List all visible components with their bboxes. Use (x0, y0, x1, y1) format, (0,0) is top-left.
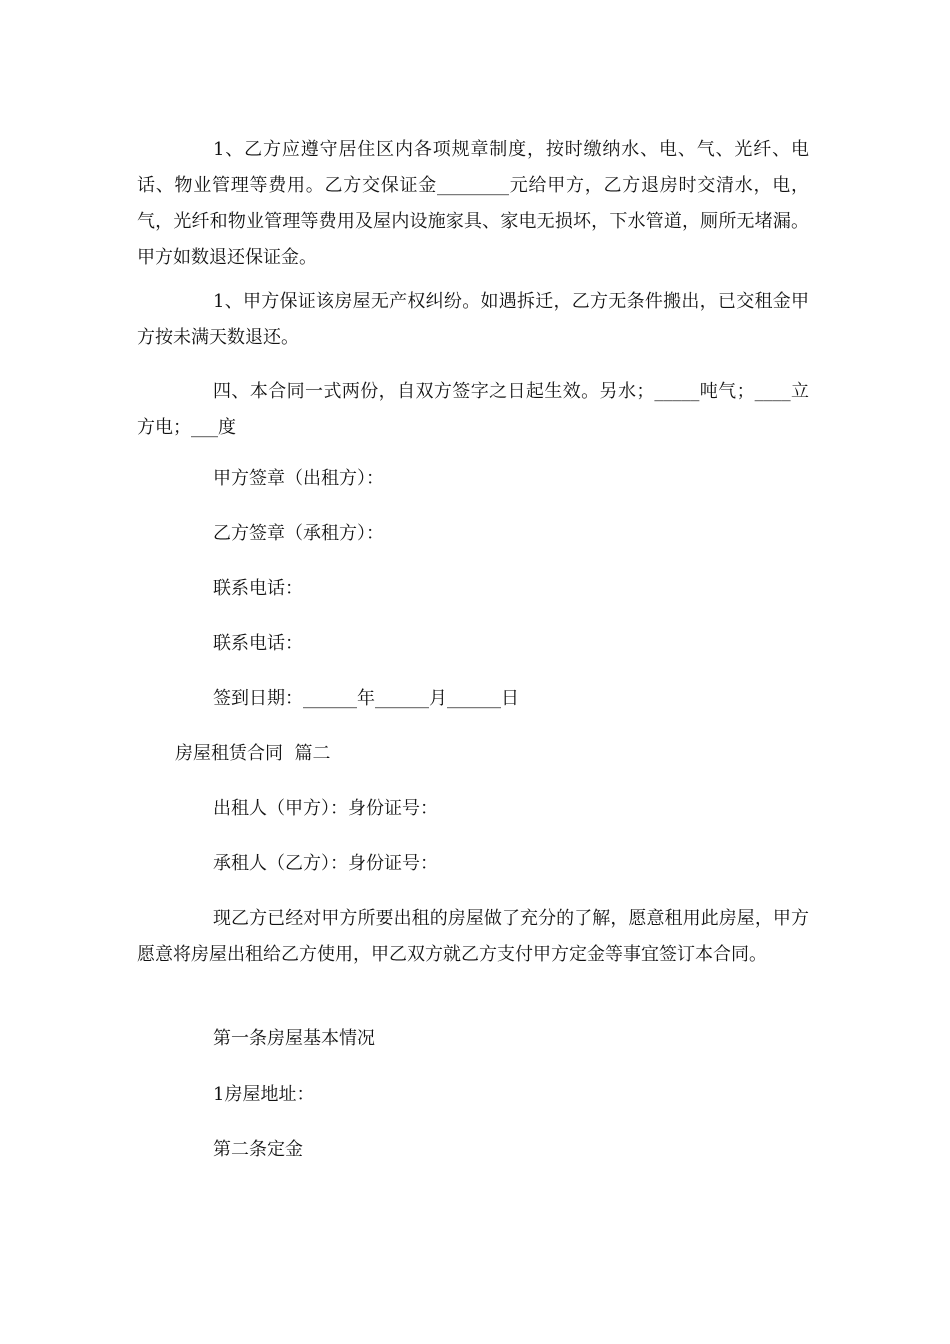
property-address-label: 1房屋地址： (213, 1084, 315, 1105)
paragraph-effective-clause: 四、本合同一式两份，自双方签字之日起生效。另水；_____吨气；____立方电；___度 (137, 381, 809, 438)
paragraph-property-rights-clause: 1、甲方保证该房屋无产权纠纷。如遇拆迁，乙方无条件搬出，已交租金甲方按未满天数退还。 (137, 291, 809, 348)
phone-label-1: 联系电话： (213, 578, 303, 599)
phone-label-2: 联系电话： (213, 633, 303, 654)
article-2-heading: 第二条定金 (213, 1139, 303, 1160)
party-b-signature-label: 乙方签章（承租方）： (213, 523, 384, 544)
paragraph-deposit-clause: 1、乙方应遵守居住区内各项规章制度，按时缴纳水、电、气、光纤、电话、物业管理等费用。乙方交保证金________元给甲方，乙方退房时交清水，电，气，光纤和物业管理等费用及屋内设施家具、家电无损坏，下水管道，厕所无堵漏。甲方如数退还保证金。 (137, 139, 809, 268)
party-a-signature-label: 甲方签章（出租方）： (213, 468, 384, 489)
section-title: 房屋租赁合同 篇二 (175, 743, 331, 764)
lessor-line: 出租人（甲方）：身份证号： (213, 798, 438, 819)
lessee-line: 承租人（乙方）：身份证号： (213, 853, 438, 874)
article-1-heading: 第一条房屋基本情况 (213, 1028, 375, 1049)
paragraph-intro: 现乙方已经对甲方所要出租的房屋做了充分的了解，愿意租用此房屋，甲方愿意将房屋出租给乙方使用，甲乙双方就乙方支付甲方定金等事宜签订本合同。 (137, 908, 809, 965)
sign-date-line: 签到日期：______年______月______日 (213, 688, 519, 709)
